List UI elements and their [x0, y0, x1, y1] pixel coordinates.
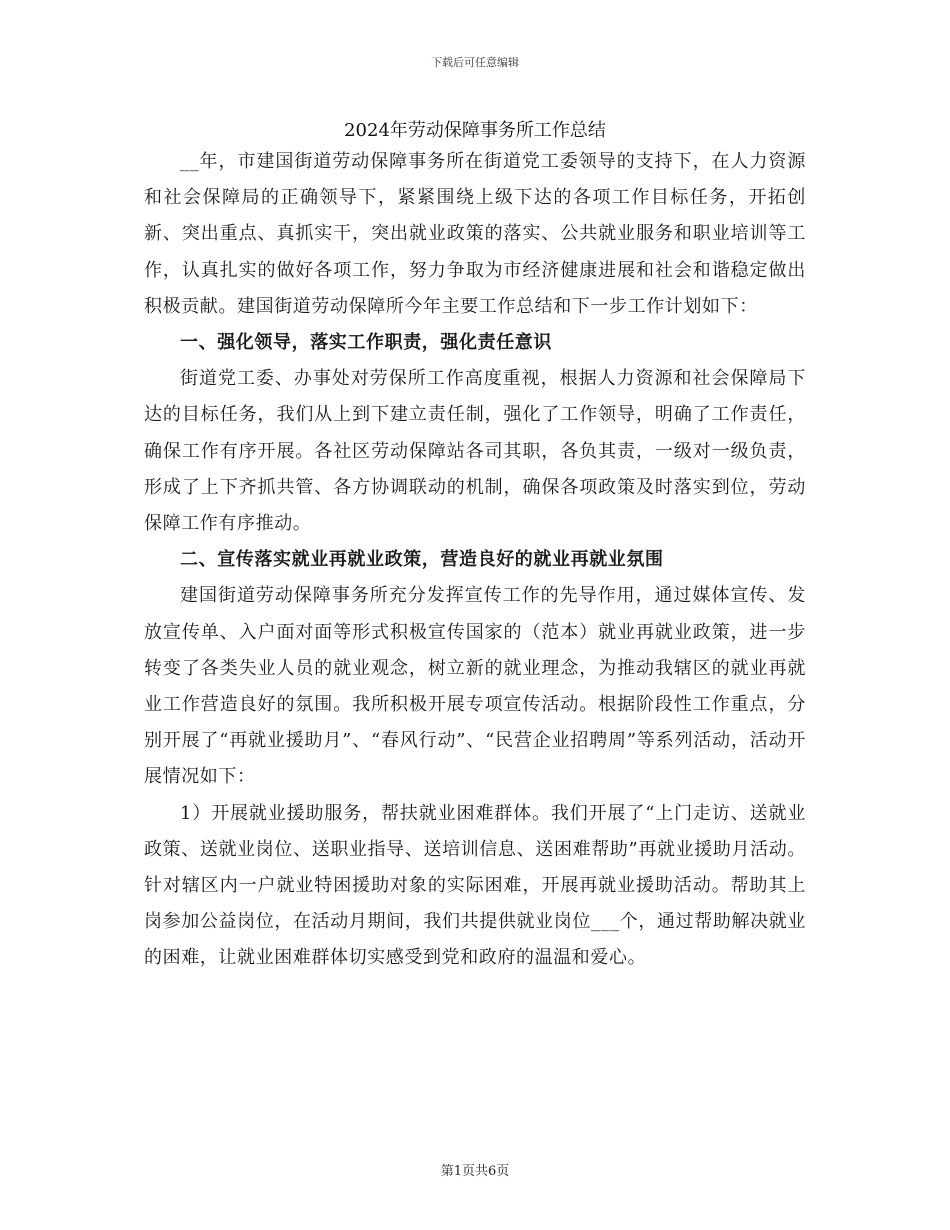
section-2-heading: 二、宣传落实就业再就业政策，营造良好的就业再就业氛围 [180, 549, 664, 571]
section-1-heading: 一、强化领导，落实工作职责，强化责任意识 [180, 332, 552, 354]
document-body [144, 144, 806, 977]
document-title: 2024年劳动保障事务所工作总结 [344, 120, 606, 141]
intro-paragraph: __年，市建国街道劳动保障事务所在街道党工委领导的支持下，在人力资源和社会保障局的正确领导下，紧紧围绕上级下达的各项工作目标任务，开拓创新、突出重点、真抓实干，突出就业政策的落实、公共就业服务和职业培训等工作，认真扎实的做好各项工作，努力争取为市经济健康进展和社会和谐稳定做出积极贡献。建国街道劳动保障所今年主要工作总结和下一步工作计划如下： [144, 151, 806, 317]
section-2-paragraph: 建国街道劳动保障事务所充分发挥宣传工作的先导作用，通过媒体宣传、发放宣传单、入户面对面等形式积极宣传国家的（范本）就业再就业政策，进一步转变了各类失业人员的就业观念，树立新的就业理念，为推动我辖区的就业再就业工作营造良好的氛围。我所积极开展专项宣传活动。根据阶段性工作重点，分别开展了“再就业援助月”、“春风行动”、“民营企业招聘周”等系列活动，活动开展情况如下： [144, 585, 806, 788]
page-number: 第1页共6页 [440, 1164, 510, 1179]
item-1-paragraph: 1）开展就业援助服务，帮扶就业困难群体。我们开展了“上门走访、送就业政策、送就业岗位、送职业指导、送培训信息、送困难帮助”再就业援助月活动。针对辖区内一户就业特困援助对象的实际困难，开展再就业援助活动。帮助其上岗参加公益岗位，在活动月期间，我们共提供就业岗位___个，通过帮助解决就业的困难，让就业困难群体切实感受到党和政府的温温和爱心。 [144, 802, 806, 969]
section-1-paragraph: 街道党工委、办事处对劳保所工作高度重视，根据人力资源和社会保障局下达的目标任务，我们从上到下建立责任制，强化了工作领导，明确了工作责任，确保工作有序开展。各社区劳动保障站各司其职，各负其责，一级对一级负责，形成了上下齐抓共管、各方协调联动的机制，确保各项政策及时落实到位，劳动保障工作有序推动。 [144, 368, 806, 535]
header-note: 下载后可任意编辑 [431, 56, 519, 69]
